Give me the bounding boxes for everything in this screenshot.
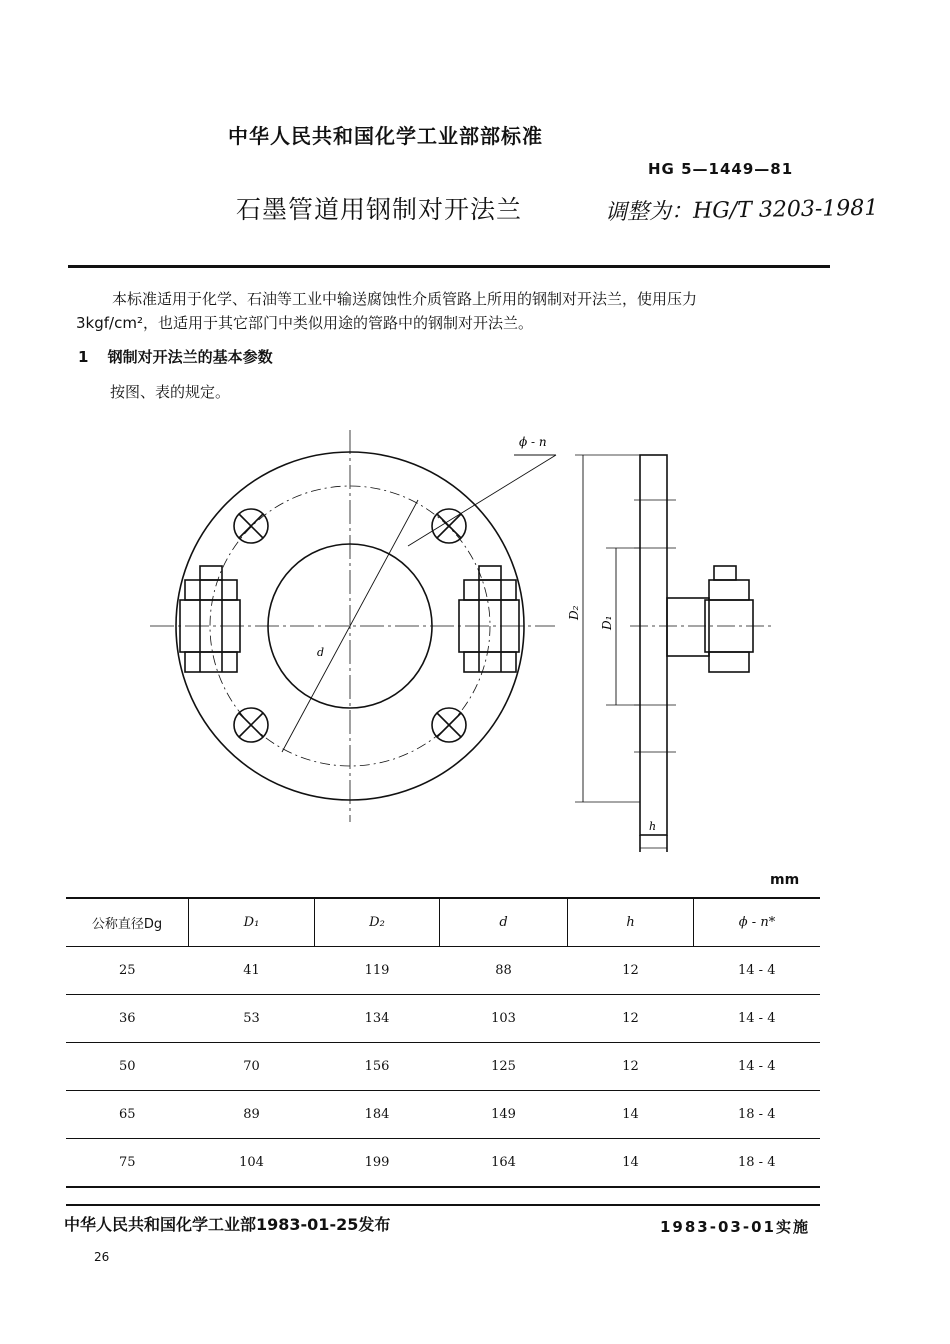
label-phi-n: ϕ - n xyxy=(519,435,547,449)
label-h: h xyxy=(649,820,657,833)
table-cell: 14 - 4 xyxy=(694,947,821,995)
header-cell: ϕ - n* xyxy=(694,898,821,947)
table-cell: 119 xyxy=(315,947,440,995)
phi-leader-line xyxy=(408,455,556,546)
handwritten-note: 调整为：HG/T 3203-1981 xyxy=(604,195,879,226)
flange-side-plate xyxy=(640,455,667,835)
label-D2: D₂ xyxy=(567,605,581,620)
bolt-hole-top-left xyxy=(234,509,268,543)
table-cell: 89 xyxy=(189,1091,315,1139)
table-cell: 156 xyxy=(315,1043,440,1091)
table-cell: 14 - 4 xyxy=(694,1043,821,1091)
table-cell: 12 xyxy=(568,995,694,1043)
section-note: 按图、表的规定。 xyxy=(110,383,231,401)
table-cell: 53 xyxy=(189,995,315,1043)
table-cell: 36 xyxy=(66,995,189,1043)
label-d: d xyxy=(317,646,325,659)
table-cell: 75 xyxy=(66,1139,189,1188)
intro-line-1: 本标准适用于化学、石油等工业中输送腐蚀性介质管路上所用的钢制对开法兰，使用压力 xyxy=(112,290,698,308)
pipe-stub xyxy=(667,598,709,656)
issue-date: 中华人民共和国化学工业部1983-01-25发布 xyxy=(64,1215,391,1234)
header-cell: h xyxy=(568,898,694,947)
table-cell: 70 xyxy=(189,1043,315,1091)
table-cell: 65 xyxy=(66,1091,189,1139)
table-cell: 164 xyxy=(440,1139,568,1188)
table-cell: 184 xyxy=(315,1091,440,1139)
table-cell: 12 xyxy=(568,1043,694,1091)
table-cell: 41 xyxy=(189,947,315,995)
table-row xyxy=(66,1091,820,1139)
table-cell: 134 xyxy=(315,995,440,1043)
table-cell: 103 xyxy=(440,995,568,1043)
table-cell: 125 xyxy=(440,1043,568,1091)
bolt-hole-bottom-right xyxy=(432,708,466,742)
header-cell: D₁ xyxy=(189,898,315,947)
table-row xyxy=(66,995,820,1043)
table-cell: 18 - 4 xyxy=(694,1091,821,1139)
unit-label: mm xyxy=(770,872,800,888)
document-title: 石墨管道用钢制对开法兰 xyxy=(236,195,523,224)
effective-date: 1983-03-01实施 xyxy=(660,1218,810,1236)
table-cell: 149 xyxy=(440,1091,568,1139)
footer-rule xyxy=(66,1204,820,1206)
table-row xyxy=(66,1139,820,1188)
page-number: 26 xyxy=(94,1250,110,1264)
table-cell: 199 xyxy=(315,1139,440,1188)
table-cell: 12 xyxy=(568,947,694,995)
table-header-row xyxy=(66,898,820,947)
flange-parameter-table xyxy=(66,897,820,1188)
table-cell: 50 xyxy=(66,1043,189,1091)
section-number: 1 xyxy=(78,348,89,366)
table-cell: 14 xyxy=(568,1139,694,1188)
table-row xyxy=(66,1043,820,1091)
bolt-hole-top-right xyxy=(432,509,466,543)
table-cell: 18 - 4 xyxy=(694,1139,821,1188)
table-cell: 25 xyxy=(66,947,189,995)
table-cell: 14 - 4 xyxy=(694,995,821,1043)
header-cell: D₂ xyxy=(315,898,440,947)
table-cell: 14 xyxy=(568,1091,694,1139)
bolt-hole-bottom-left xyxy=(234,708,268,742)
standard-code: HG 5—1449—81 xyxy=(648,160,794,178)
section-title: 钢制对开法兰的基本参数 xyxy=(107,348,273,366)
table-cell: 104 xyxy=(189,1139,315,1188)
header-cell: 公称直径Dg xyxy=(66,898,189,947)
intro-line-2: 3kgf/cm²，也适用于其它部门中类似用途的管路中的钢制对开法兰。 xyxy=(76,314,533,332)
label-D1: D₁ xyxy=(600,615,614,630)
table-cell: 88 xyxy=(440,947,568,995)
header-cell: d xyxy=(440,898,568,947)
bolt-assembly-right xyxy=(459,566,519,672)
table-row xyxy=(66,947,820,995)
issuing-authority: 中华人民共和国化学工业部部标准 xyxy=(228,124,543,148)
